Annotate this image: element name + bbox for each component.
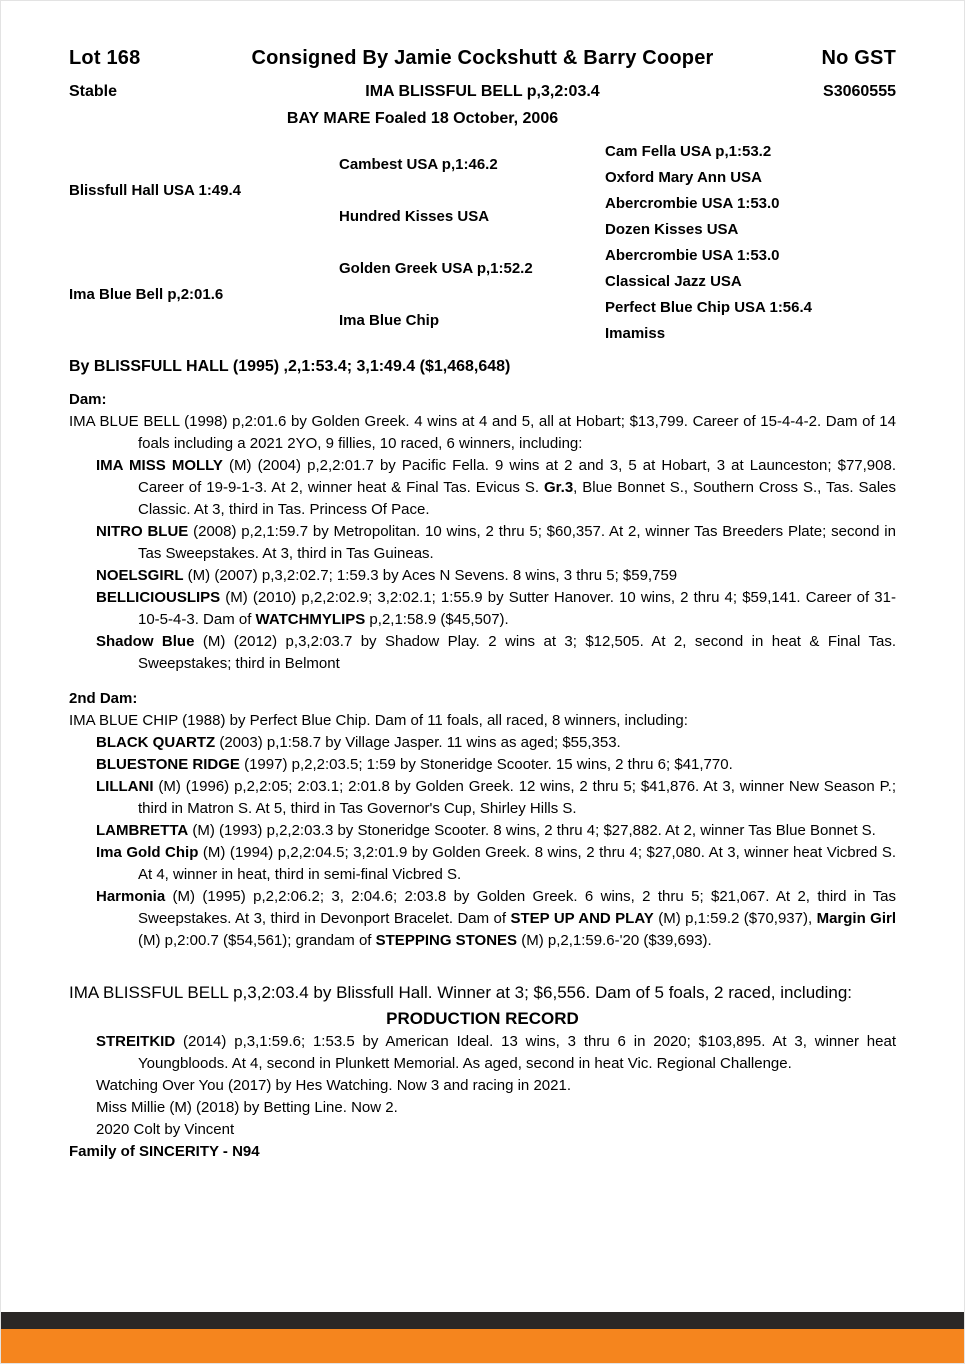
produce-entry: LILLANI (M) (1996) p,2,2:05; 2:03.1; 2:01.8 by Golden Greek. 12 wins, 2 thru 5; $41,876. At 3, winner New Season P.; third in Matron S. At 5, third in Tas Governor's Cup, Shirley Hills S. — [96, 778, 896, 817]
pedigree-gen2-entry: Hundred Kisses USA — [339, 207, 490, 225]
produce-entry: Ima Gold Chip (M) (1994) p,2,2:04.5; 3,2:01.9 by Golden Greek. 8 wins, 2 thru 4; $27,080. At 3, winner heat Vicbred S. At 4, winner in heat, third in semi-final Vicbred S. — [96, 844, 896, 883]
header-row-2 — [69, 83, 896, 101]
pedigree-gen1-entry: Blissfull Hall USA 1:49.4 — [69, 181, 242, 199]
lot-number: Lot 168 — [69, 47, 141, 69]
production-entry: 2020 Colt by Vincent — [96, 1121, 235, 1138]
production-entry: Miss Millie (M) (2018) by Betting Line. Now 2. — [96, 1099, 398, 1116]
produce-entry: NITRO BLUE (2008) p,2,1:59.7 by Metropolitan. 10 wins, 2 thru 5; $60,357. At 2, winner Tas Breeders Plate; second in Tas Sweepstakes. At 3, third in Tas Guineas. — [96, 523, 896, 562]
pedigree-gen3-entry: Imamiss — [605, 324, 666, 342]
pedigree-gen3-entry: Cam Fella USA p,1:53.2 — [605, 142, 772, 160]
produce-entry: IMA MISS MOLLY (M) (2004) p,2,2:01.7 by Pacific Fella. 9 wins at 2 and 3, 5 at Hobart, 3 at Launceston; $77,908. Career of 19-9-1-3. At 2, winner heat & Final Tas. Evicus S. Gr.3, Blue Bonnet S., Southern Cross S., Tas. Sales Classic. At 3, third in Tas. Princess Of Pace. — [96, 457, 897, 518]
produce-entry: Shadow Blue (M) (2012) p,3,2:03.7 by Shadow Play. 2 wins at 3; $12,505. At 2, second in heat & Final Tas. Sweepstakes; third in Belmont — [96, 633, 896, 672]
second-dam-heading: 2nd Dam: — [69, 690, 138, 707]
produce-entry: NOELSGIRL (M) (2007) p,3,2:02.7; 1:59.3 by Aces N Sevens. 8 wins, 3 thru 5; $59,759 — [96, 567, 678, 584]
dam-record: IMA BLUE BELL (1998) p,2:01.6 by Golden Greek. 4 wins at 4 and 5, all at Hobart; $13,799. Career of 15-4-4-2. Dam of 14 foals including a 2021 2YO, 9 fillies, 10 raced, 6 winners, including: — [69, 413, 896, 452]
produce-entry: BELLICIOUSLIPS (M) (2010) p,2,2:02.9; 3,2:02.1; 1:55.9 by Sutter Hanover. 10 wins, 2 thru 4; $59,141. Career of 31-10-5-4-3. Dam of WATCHMYLIPS p,2,1:58.9 ($45,507). — [96, 589, 896, 628]
pedigree-gen2-entry: Golden Greek USA p,1:52.2 — [339, 259, 533, 277]
production-entry: Watching Over You (2017) by Hes Watching. Now 3 and racing in 2021. — [96, 1077, 571, 1094]
footer-black-band — [1, 1312, 964, 1329]
family-line: Family of SINCERITY - N94 — [69, 1143, 260, 1160]
pedigree-gen2-entry: Ima Blue Chip — [339, 311, 440, 329]
production-record-heading: PRODUCTION RECORD — [386, 1009, 579, 1028]
pedigree-gen3-entry: Abercrombie USA 1:53.0 — [605, 194, 780, 212]
produce-entry: LAMBRETTA (M) (1993) p,2,2:03.3 by Stoneridge Scooter. 8 wins, 2 thru 4; $27,882. At 2, winner Tas Blue Bonnet S. — [96, 822, 876, 839]
produce-entry: Harmonia (M) (1995) p,2,2:06.2; 3, 2:04.6; 2:03.8 by Golden Greek. 6 wins, 2 thru 5; $21,067. At 2, third in Tas Sweepstakes. At 3, third in Devonport Bracelet. Dam of STEP UP AND PLAY (M) p,1:59.2 ($70,937), Margin Girl (M) p,2:00.7 ($54,561); grandam of STEPPING STONES (M) p,2,1:59.6-'20 ($39,693). — [96, 888, 897, 949]
sire-byline: By BLISSFULL HALL (1995) ,2,1:53.4; 3,1:49.4 ($1,468,648) — [69, 358, 511, 375]
content-blocks — [69, 389, 896, 1163]
gst-status: No GST — [821, 47, 896, 69]
subject-mare-record: IMA BLISSFUL BELL p,3,2:03.4 by Blissfull Hall. Winner at 3; $6,556. Dam of 5 foals, 2 raced, including: — [69, 983, 853, 1002]
pedigree-gen2-entry: Cambest USA p,1:46.2 — [339, 155, 498, 173]
pedigree-gen3-entry: Abercrombie USA 1:53.0 — [605, 246, 780, 264]
header-row-1 — [69, 47, 896, 70]
stable-label: Stable — [69, 83, 118, 100]
produce-entry: BLACK QUARTZ (2003) p,1:58.7 by Village Jasper. 11 wins as aged; $55,353. — [96, 734, 621, 751]
pedigree-gen3-entry: Oxford Mary Ann USA — [605, 168, 762, 186]
registration-number: S3060555 — [823, 83, 896, 100]
pedigree-grid — [69, 138, 896, 346]
consignor-line: Consigned By Jamie Cockshutt & Barry Cooper — [251, 47, 714, 69]
dam-heading: Dam: — [69, 391, 107, 408]
foaled-line: BAY MARE Foaled 18 October, 2006 — [286, 110, 559, 127]
second-dam-record: IMA BLUE CHIP (1988) by Perfect Blue Chip. Dam of 11 foals, all raced, 8 winners, including: — [69, 712, 688, 729]
pedigree-gen1-entry: Ima Blue Bell p,2:01.6 — [69, 285, 224, 303]
produce-entry: BLUESTONE RIDGE (1997) p,2,2:03.5; 1:59 by Stoneridge Scooter. 15 wins, 2 thru 6; $41,770. — [96, 756, 733, 773]
horse-name: IMA BLISSFUL BELL p,3,2:03.4 — [365, 83, 600, 100]
footer-orange-band — [1, 1329, 964, 1363]
pedigree-gen3-entry: Classical Jazz USA — [605, 272, 742, 290]
production-entry: STREITKID (2014) p,3,1:59.6; 1:53.5 by American Ideal. 13 wins, 3 thru 6 in 2020; $103,895. At 3, winner heat Youngbloods. At 4, second in Plunkett Memorial. As aged, second in heat Vic. Regional Challenge. — [96, 1033, 896, 1072]
pedigree-gen3-entry: Perfect Blue Chip USA 1:56.4 — [605, 298, 813, 316]
pedigree-gen3-entry: Dozen Kisses USA — [605, 220, 739, 238]
